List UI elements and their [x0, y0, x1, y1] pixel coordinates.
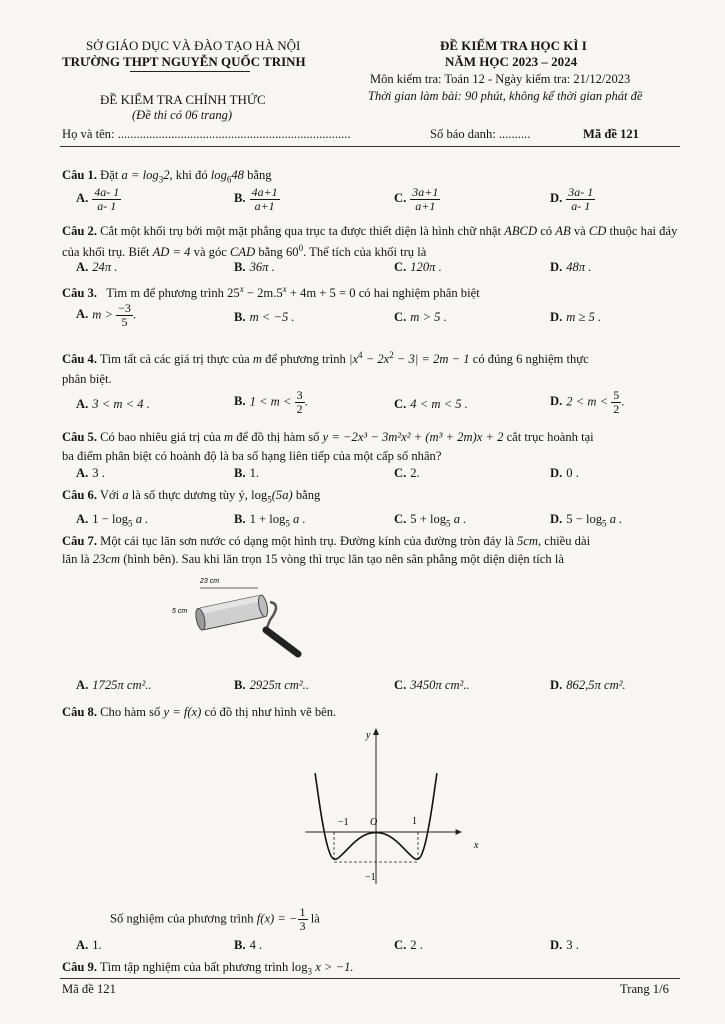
q4-option-c[interactable]: C. 4 < m < 5 .: [394, 397, 468, 411]
footer-rule: [60, 978, 680, 979]
q2-option-a[interactable]: A. 24π .: [76, 260, 118, 274]
q1-option-d[interactable]: D. $\frac{3a- 1}{a- 1}$: [550, 185, 594, 213]
header-rule: [60, 146, 680, 147]
x-axis-arrow: [456, 829, 462, 835]
y-axis-label: y: [366, 730, 371, 741]
x-axis-label: x: [474, 840, 479, 851]
roller-body: [194, 594, 269, 630]
school-underline: [130, 71, 250, 72]
q6-option-b[interactable]: B. $1 + \log_5 a$ .: [234, 512, 306, 529]
q5-option-a[interactable]: A. 3 .: [76, 466, 105, 480]
question-4: Câu 4. Tìm tất cả các giá trị thực của m để phương trình $|x^4 - 2x^2 - 3| = 2m - 1$ có đúng 6 nghiệm thực phân biệt.: [62, 350, 589, 387]
q1-options: [76, 186, 676, 220]
school-year: NĂM HỌC 2023 – 2024: [445, 54, 578, 69]
q5-option-b[interactable]: B. 1.: [234, 466, 260, 480]
question-6: Câu 6. Với a là số thực dương tùy ý, $\log_5(5a)$ bằng: [62, 488, 321, 505]
school-name: TRƯỜNG THPT NGUYỄN QUỐC TRINH: [62, 54, 306, 69]
q3-options: [76, 302, 676, 334]
q5-option-d[interactable]: D. 0 .: [550, 466, 579, 480]
q6-options: [76, 512, 676, 534]
question-7: Câu 7. Một cái tục lăn sơn nước có dạng một hình trụ. Đường kính của đường tròn đáy là 5cm, chiều dài lăn là 23cm (hình bên). Sau khi lăn trọn 15 vòng thì trục lăn tạo nên sân phẳng một diện diện tích là: [62, 534, 591, 566]
q8-question-line: Số nghiệm của phương trình f(x) = − $\frac{1}{3}$ là: [110, 905, 320, 933]
q1-option-a[interactable]: A. $\frac{4a- 1}{a- 1}$: [76, 185, 120, 213]
q5-option-c[interactable]: C. 2.: [394, 466, 420, 480]
q5-options: [76, 466, 676, 488]
q8-option-d[interactable]: D. 3 .: [550, 938, 579, 952]
q8-option-c[interactable]: C. 2 .: [394, 938, 423, 952]
q7-option-b[interactable]: B. 2925π cm²..: [234, 678, 309, 692]
question-5: Câu 5. Có bao nhiêu giá trị của m để đồ thị hàm số y = −2x³ − 3m²x² + (m³ + 2m)x + 2 cắt trục hoành tại ba điểm phân biệt có hoành độ là ba số hạng liên tiếp của một cấp số nhân?: [62, 430, 594, 463]
paint-roller-illustration: [170, 574, 330, 664]
y-axis-arrow: [373, 728, 379, 735]
q3-option-a[interactable]: A. m > $\frac{-3}{5}$ .: [76, 301, 137, 329]
page-count: (Đề thi có 06 trang): [132, 108, 232, 122]
exam-title: ĐỀ KIỂM TRA HỌC KÌ I: [440, 38, 587, 53]
q4-option-b[interactable]: B. 1 < m < $\frac{3}{2}$ .: [234, 388, 308, 416]
question-2: Câu 2. Cắt một khối trụ bởi một mặt phẳng qua trục ta được thiết diện là hình chữ nhật ABCD có AB và CD thuộc hai đáy của khối trụ. Biết AD = 4 và góc CAD bằng $60^0$. Thể tích của khối trụ là: [62, 224, 678, 260]
q8-options: [76, 938, 676, 960]
tick-label-1: 1: [412, 816, 417, 827]
q3-option-d[interactable]: D. m ≥ 5 .: [550, 310, 602, 324]
footer-page: Trang 1/6: [620, 982, 669, 996]
roller-grip: [266, 630, 298, 654]
q2-option-c[interactable]: C. 120π .: [394, 260, 442, 274]
function-graph: [288, 724, 498, 894]
sbd-field: Số báo danh: ..........: [430, 127, 531, 141]
q7-options: [76, 678, 676, 700]
name-field: Họ và tên: ..........................................................................: [62, 127, 351, 141]
origin-label: O: [370, 817, 378, 828]
q7-option-d[interactable]: D. 862,5π cm².: [550, 678, 626, 692]
official-label: ĐỀ KIỂM TRA CHÍNH THỨC: [100, 92, 266, 107]
q2-options: [76, 260, 676, 282]
question-9: Câu 9. Tìm tập nghiệm của bất phương trình $\log_3 x > -1$.: [62, 960, 354, 977]
q8-option-a[interactable]: A. 1.: [76, 938, 102, 952]
q2-option-b[interactable]: B. 36π .: [234, 260, 275, 274]
tick-label-neg1: −1: [338, 817, 349, 828]
q8-option-b[interactable]: B. 4 .: [234, 938, 263, 952]
q3-option-c[interactable]: C. m > 5 .: [394, 310, 447, 324]
question-3: Câu 3. Tìm m để phương trình $25^x - 2m.5^x + 4m + 5 = 0$ có hai nghiệm phân biệt: [62, 284, 480, 301]
q4-option-a[interactable]: A. 3 < m < 4 .: [76, 397, 150, 411]
roller-length-label: 23 cm: [200, 578, 220, 585]
q2-option-d[interactable]: D. 48π .: [550, 260, 592, 274]
q4-option-d[interactable]: D. 2 < m < $\frac{5}{2}$ .: [550, 388, 625, 416]
q3-option-b[interactable]: B. m < −5 .: [234, 310, 295, 324]
question-8: Câu 8. Cho hàm số y = f(x) có đồ thị như hình vẽ bên.: [62, 705, 337, 719]
q7-option-a[interactable]: A. 1725π cm²..: [76, 678, 152, 692]
subject-date: Môn kiểm tra: Toán 12 - Ngày kiểm tra: 21/12/2023: [370, 72, 631, 86]
q6-option-a[interactable]: A. $1 - \log_5 a$ .: [76, 512, 149, 529]
q6-option-c[interactable]: C. $5 + \log_5 a$ .: [394, 512, 467, 529]
q1-option-b[interactable]: B. $\frac{4a+1}{a+1}$: [234, 185, 278, 213]
roller-diameter-label: 5 cm: [172, 608, 188, 615]
dept-name: SỞ GIÁO DỤC VÀ ĐÀO TẠO HÀ NỘI: [86, 38, 301, 53]
q7-option-c[interactable]: C. 3450π cm²..: [394, 678, 470, 692]
tick-label-y-neg1: −1: [365, 872, 376, 883]
q6-option-d[interactable]: D. $5 - \log_5 a$ .: [550, 512, 623, 529]
question-1: Câu 1. Đặt $a = \log_32$, khi đó $\log_648$ bằng: [62, 168, 272, 185]
q1-option-c[interactable]: C. $\frac{3a+1}{a+1}$: [394, 185, 439, 213]
q4-options: [76, 389, 676, 421]
exam-time: Thời gian làm bài: 90 phút, không kể thời gian phát đề: [368, 89, 643, 103]
footer-code: Mã đề 121: [62, 982, 116, 996]
exam-code: Mã đề 121: [583, 127, 639, 141]
